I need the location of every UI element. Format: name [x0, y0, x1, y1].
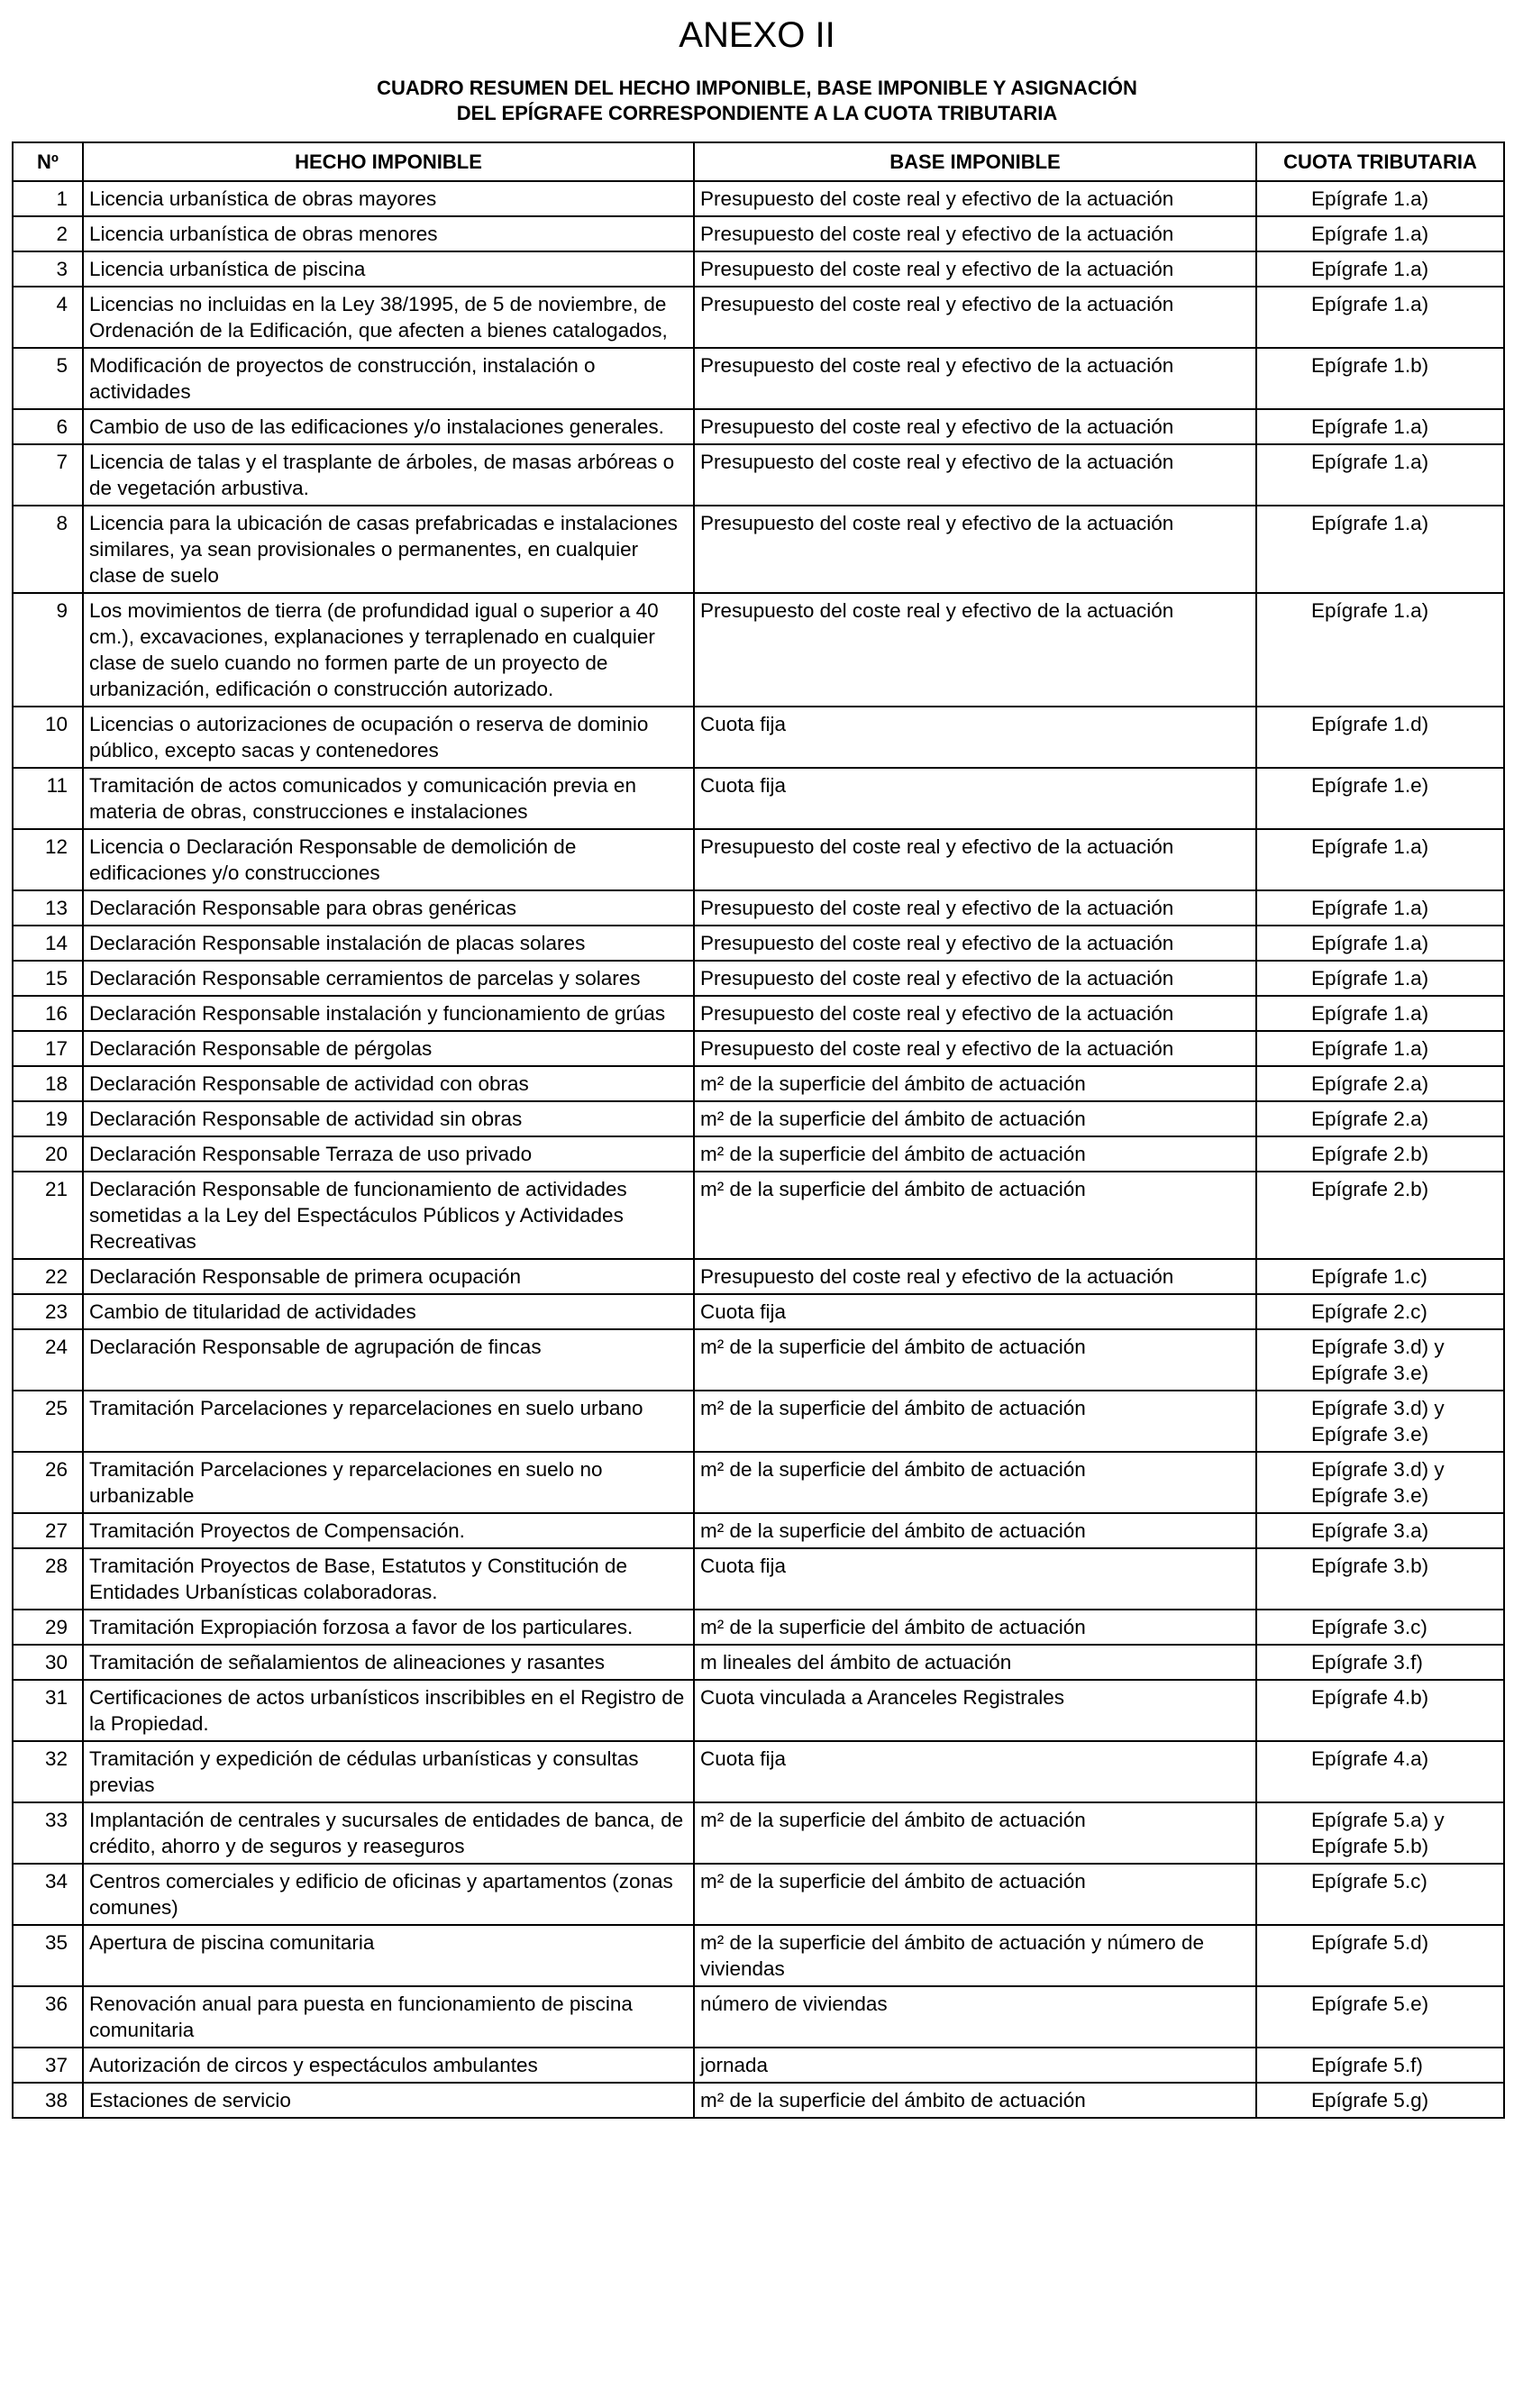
row-hecho-imponible: Declaración Responsable de primera ocupación	[83, 1259, 694, 1294]
row-base-imponible: m² de la superficie del ámbito de actuación	[694, 2083, 1256, 2118]
row-cuota-tributaria: Epígrafe 3.d) y Epígrafe 3.e)	[1256, 1391, 1504, 1452]
row-number: 30	[13, 1645, 83, 1680]
row-number: 26	[13, 1452, 83, 1513]
table-row	[13, 409, 1504, 444]
header-base-imponible: BASE IMPONIBLE	[694, 142, 1256, 181]
row-hecho-imponible: Tramitación Parcelaciones y reparcelaciones en suelo no urbanizable	[83, 1452, 694, 1513]
row-cuota-tributaria: Epígrafe 3.a)	[1256, 1513, 1504, 1548]
row-base-imponible: Presupuesto del coste real y efectivo de la actuación	[694, 348, 1256, 409]
row-number: 17	[13, 1031, 83, 1066]
row-cuota-tributaria: Epígrafe 5.a) y Epígrafe 5.b)	[1256, 1802, 1504, 1864]
row-base-imponible: m² de la superficie del ámbito de actuación	[694, 1101, 1256, 1136]
row-hecho-imponible: Licencia urbanística de obras mayores	[83, 181, 694, 216]
row-hecho-imponible: Declaración Responsable de actividad sin obras	[83, 1101, 694, 1136]
row-hecho-imponible: Declaración Responsable de agrupación de fincas	[83, 1329, 694, 1391]
table-row	[13, 1925, 1504, 1986]
table-row	[13, 707, 1504, 768]
header-cuota-tributaria: CUOTA TRIBUTARIA	[1256, 142, 1504, 181]
header-numero: Nº	[13, 142, 83, 181]
row-cuota-tributaria: Epígrafe 5.e)	[1256, 1986, 1504, 2048]
document-title: ANEXO II	[679, 15, 835, 55]
table-row	[13, 1259, 1504, 1294]
row-number: 29	[13, 1610, 83, 1645]
row-hecho-imponible: Autorización de circos y espectáculos ambulantes	[83, 2048, 694, 2083]
row-hecho-imponible: Licencia de talas y el trasplante de árboles, de masas arbóreas o de vegetación arbustiva.	[83, 444, 694, 506]
row-base-imponible: Presupuesto del coste real y efectivo de la actuación	[694, 890, 1256, 926]
row-cuota-tributaria: Epígrafe 5.g)	[1256, 2083, 1504, 2118]
row-cuota-tributaria: Epígrafe 1.e)	[1256, 768, 1504, 829]
row-cuota-tributaria: Epígrafe 3.d) y Epígrafe 3.e)	[1256, 1452, 1504, 1513]
row-base-imponible: Presupuesto del coste real y efectivo de la actuación	[694, 251, 1256, 287]
row-hecho-imponible: Los movimientos de tierra (de profundidad igual o superior a 40 cm.), excavaciones, explanaciones y terraplenado en cualquier clase de suelo cuando no formen parte de un proyecto de urbanización, edificación o construcción autorizado.	[83, 593, 694, 707]
table-row	[13, 1066, 1504, 1101]
row-hecho-imponible: Licencia urbanística de piscina	[83, 251, 694, 287]
row-number: 13	[13, 890, 83, 926]
row-base-imponible: m² de la superficie del ámbito de actuación	[694, 1172, 1256, 1259]
table-row	[13, 216, 1504, 251]
table-row	[13, 1031, 1504, 1066]
row-hecho-imponible: Tramitación y expedición de cédulas urbanísticas y consultas previas	[83, 1741, 694, 1802]
row-base-imponible: Cuota vinculada a Aranceles Registrales	[694, 1680, 1256, 1741]
row-hecho-imponible: Cambio de titularidad de actividades	[83, 1294, 694, 1329]
row-cuota-tributaria: Epígrafe 5.f)	[1256, 2048, 1504, 2083]
table-row	[13, 768, 1504, 829]
row-hecho-imponible: Declaración Responsable de actividad con obras	[83, 1066, 694, 1101]
row-base-imponible: m lineales del ámbito de actuación	[694, 1645, 1256, 1680]
row-cuota-tributaria: Epígrafe 5.d)	[1256, 1925, 1504, 1986]
row-base-imponible: m² de la superficie del ámbito de actuación y número de viviendas	[694, 1925, 1256, 1986]
table-row	[13, 996, 1504, 1031]
row-number: 2	[13, 216, 83, 251]
subtitle-line-1: CUADRO RESUMEN DEL HECHO IMPONIBLE, BASE IMPONIBLE Y ASIGNACIÓN	[377, 77, 1137, 99]
row-base-imponible: Presupuesto del coste real y efectivo de la actuación	[694, 444, 1256, 506]
row-number: 8	[13, 506, 83, 593]
table-body	[13, 181, 1504, 2118]
row-hecho-imponible: Declaración Responsable instalación de placas solares	[83, 926, 694, 961]
row-cuota-tributaria: Epígrafe 1.a)	[1256, 216, 1504, 251]
row-number: 3	[13, 251, 83, 287]
table-row	[13, 251, 1504, 287]
row-base-imponible: Presupuesto del coste real y efectivo de la actuación	[694, 1259, 1256, 1294]
row-base-imponible: m² de la superficie del ámbito de actuación	[694, 1329, 1256, 1391]
row-base-imponible: m² de la superficie del ámbito de actuación	[694, 1802, 1256, 1864]
row-number: 37	[13, 2048, 83, 2083]
row-hecho-imponible: Declaración Responsable para obras genéricas	[83, 890, 694, 926]
row-base-imponible: jornada	[694, 2048, 1256, 2083]
row-cuota-tributaria: Epígrafe 4.b)	[1256, 1680, 1504, 1741]
summary-table	[12, 141, 1505, 2119]
table-row	[13, 1741, 1504, 1802]
row-base-imponible: Cuota fija	[694, 1548, 1256, 1610]
row-base-imponible: Cuota fija	[694, 768, 1256, 829]
row-hecho-imponible: Implantación de centrales y sucursales de entidades de banca, de crédito, ahorro y de seguros y reaseguros	[83, 1802, 694, 1864]
row-base-imponible: m² de la superficie del ámbito de actuación	[694, 1136, 1256, 1172]
row-cuota-tributaria: Epígrafe 3.d) y Epígrafe 3.e)	[1256, 1329, 1504, 1391]
table-row	[13, 287, 1504, 348]
row-base-imponible: m² de la superficie del ámbito de actuación	[694, 1391, 1256, 1452]
row-cuota-tributaria: Epígrafe 5.c)	[1256, 1864, 1504, 1925]
table-row	[13, 348, 1504, 409]
row-cuota-tributaria: Epígrafe 2.c)	[1256, 1294, 1504, 1329]
row-cuota-tributaria: Epígrafe 4.a)	[1256, 1741, 1504, 1802]
header-hecho-imponible: HECHO IMPONIBLE	[83, 142, 694, 181]
table-row	[13, 2083, 1504, 2118]
row-base-imponible: m² de la superficie del ámbito de actuación	[694, 1864, 1256, 1925]
row-number: 31	[13, 1680, 83, 1741]
row-hecho-imponible: Tramitación Expropiación forzosa a favor de los particulares.	[83, 1610, 694, 1645]
row-base-imponible: Presupuesto del coste real y efectivo de la actuación	[694, 506, 1256, 593]
row-hecho-imponible: Declaración Responsable instalación y funcionamiento de grúas	[83, 996, 694, 1031]
table-row	[13, 1986, 1504, 2048]
row-base-imponible: Presupuesto del coste real y efectivo de la actuación	[694, 216, 1256, 251]
row-number: 19	[13, 1101, 83, 1136]
row-number: 4	[13, 287, 83, 348]
row-hecho-imponible: Declaración Responsable de funcionamiento de actividades sometidas a la Ley del Espectáculos Públicos y Actividades Recreativas	[83, 1172, 694, 1259]
row-hecho-imponible: Apertura de piscina comunitaria	[83, 1925, 694, 1986]
row-cuota-tributaria: Epígrafe 2.b)	[1256, 1136, 1504, 1172]
row-hecho-imponible: Estaciones de servicio	[83, 2083, 694, 2118]
row-hecho-imponible: Modificación de proyectos de construcción, instalación o actividades	[83, 348, 694, 409]
row-cuota-tributaria: Epígrafe 1.a)	[1256, 181, 1504, 216]
row-number: 18	[13, 1066, 83, 1101]
row-hecho-imponible: Certificaciones de actos urbanísticos inscribibles en el Registro de la Propiedad.	[83, 1680, 694, 1741]
row-cuota-tributaria: Epígrafe 1.a)	[1256, 926, 1504, 961]
row-base-imponible: Presupuesto del coste real y efectivo de la actuación	[694, 996, 1256, 1031]
table-row	[13, 926, 1504, 961]
row-hecho-imponible: Tramitación Proyectos de Compensación.	[83, 1513, 694, 1548]
row-number: 1	[13, 181, 83, 216]
table-row	[13, 181, 1504, 216]
table-row	[13, 1548, 1504, 1610]
row-number: 6	[13, 409, 83, 444]
row-cuota-tributaria: Epígrafe 2.a)	[1256, 1101, 1504, 1136]
row-hecho-imponible: Licencia para la ubicación de casas prefabricadas e instalaciones similares, ya sean provisionales o permanentes, en cualquier clase de suelo	[83, 506, 694, 593]
row-cuota-tributaria: Epígrafe 1.a)	[1256, 1031, 1504, 1066]
row-number: 10	[13, 707, 83, 768]
table-row	[13, 1680, 1504, 1741]
row-hecho-imponible: Licencia o Declaración Responsable de demolición de edificaciones y/o construcciones	[83, 829, 694, 890]
row-number: 36	[13, 1986, 83, 2048]
table-row	[13, 444, 1504, 506]
row-cuota-tributaria: Epígrafe 1.a)	[1256, 961, 1504, 996]
row-cuota-tributaria: Epígrafe 1.a)	[1256, 251, 1504, 287]
row-cuota-tributaria: Epígrafe 1.b)	[1256, 348, 1504, 409]
row-cuota-tributaria: Epígrafe 2.a)	[1256, 1066, 1504, 1101]
table-row	[13, 1329, 1504, 1391]
row-base-imponible: m² de la superficie del ámbito de actuación	[694, 1610, 1256, 1645]
row-cuota-tributaria: Epígrafe 3.c)	[1256, 1610, 1504, 1645]
row-base-imponible: Presupuesto del coste real y efectivo de la actuación	[694, 829, 1256, 890]
table-row	[13, 1391, 1504, 1452]
row-cuota-tributaria: Epígrafe 1.d)	[1256, 707, 1504, 768]
row-hecho-imponible: Declaración Responsable cerramientos de parcelas y solares	[83, 961, 694, 996]
row-base-imponible: número de viviendas	[694, 1986, 1256, 2048]
row-number: 21	[13, 1172, 83, 1259]
row-number: 32	[13, 1741, 83, 1802]
table-row	[13, 890, 1504, 926]
row-cuota-tributaria: Epígrafe 1.a)	[1256, 593, 1504, 707]
row-base-imponible: m² de la superficie del ámbito de actuación	[694, 1513, 1256, 1548]
table-row	[13, 2048, 1504, 2083]
row-hecho-imponible: Cambio de uso de las edificaciones y/o instalaciones generales.	[83, 409, 694, 444]
row-base-imponible: Presupuesto del coste real y efectivo de la actuación	[694, 926, 1256, 961]
row-number: 27	[13, 1513, 83, 1548]
row-base-imponible: Presupuesto del coste real y efectivo de la actuación	[694, 1031, 1256, 1066]
row-number: 25	[13, 1391, 83, 1452]
row-cuota-tributaria: Epígrafe 1.a)	[1256, 996, 1504, 1031]
row-number: 11	[13, 768, 83, 829]
table-row	[13, 1172, 1504, 1259]
row-number: 12	[13, 829, 83, 890]
row-cuota-tributaria: Epígrafe 1.a)	[1256, 409, 1504, 444]
row-cuota-tributaria: Epígrafe 3.f)	[1256, 1645, 1504, 1680]
row-cuota-tributaria: Epígrafe 1.c)	[1256, 1259, 1504, 1294]
row-base-imponible: m² de la superficie del ámbito de actuación	[694, 1066, 1256, 1101]
row-number: 35	[13, 1925, 83, 1986]
row-base-imponible: Presupuesto del coste real y efectivo de la actuación	[694, 961, 1256, 996]
table-row	[13, 1452, 1504, 1513]
table-row	[13, 1513, 1504, 1548]
table-row	[13, 961, 1504, 996]
row-number: 14	[13, 926, 83, 961]
row-cuota-tributaria: Epígrafe 1.a)	[1256, 287, 1504, 348]
row-number: 7	[13, 444, 83, 506]
document-subtitle	[0, 76, 1514, 126]
row-base-imponible: Cuota fija	[694, 707, 1256, 768]
row-number: 15	[13, 961, 83, 996]
table-row	[13, 506, 1504, 593]
row-number: 28	[13, 1548, 83, 1610]
row-number: 22	[13, 1259, 83, 1294]
row-base-imponible: Presupuesto del coste real y efectivo de la actuación	[694, 593, 1256, 707]
row-base-imponible: Presupuesto del coste real y efectivo de la actuación	[694, 409, 1256, 444]
row-hecho-imponible: Tramitación Proyectos de Base, Estatutos y Constitución de Entidades Urbanísticas colaboradoras.	[83, 1548, 694, 1610]
table-row	[13, 593, 1504, 707]
table-row	[13, 1802, 1504, 1864]
row-cuota-tributaria: Epígrafe 3.b)	[1256, 1548, 1504, 1610]
table-row	[13, 1136, 1504, 1172]
table-row	[13, 1645, 1504, 1680]
row-cuota-tributaria: Epígrafe 1.a)	[1256, 890, 1504, 926]
table-row	[13, 829, 1504, 890]
row-number: 24	[13, 1329, 83, 1391]
row-number: 38	[13, 2083, 83, 2118]
row-number: 9	[13, 593, 83, 707]
row-base-imponible: Cuota fija	[694, 1294, 1256, 1329]
row-base-imponible: Presupuesto del coste real y efectivo de la actuación	[694, 287, 1256, 348]
subtitle-line-2: DEL EPÍGRAFE CORRESPONDIENTE A LA CUOTA TRIBUTARIA	[456, 102, 1058, 124]
row-hecho-imponible: Licencias no incluidas en la Ley 38/1995, de 5 de noviembre, de Ordenación de la Edificación, que afecten a bienes catalogados,	[83, 287, 694, 348]
row-hecho-imponible: Declaración Responsable Terraza de uso privado	[83, 1136, 694, 1172]
row-cuota-tributaria: Epígrafe 1.a)	[1256, 444, 1504, 506]
row-hecho-imponible: Tramitación de señalamientos de alineaciones y rasantes	[83, 1645, 694, 1680]
row-number: 23	[13, 1294, 83, 1329]
row-number: 16	[13, 996, 83, 1031]
row-cuota-tributaria: Epígrafe 1.a)	[1256, 829, 1504, 890]
row-base-imponible: Cuota fija	[694, 1741, 1256, 1802]
row-hecho-imponible: Tramitación Parcelaciones y reparcelaciones en suelo urbano	[83, 1391, 694, 1452]
row-hecho-imponible: Licencia urbanística de obras menores	[83, 216, 694, 251]
row-base-imponible: m² de la superficie del ámbito de actuación	[694, 1452, 1256, 1513]
row-hecho-imponible: Declaración Responsable de pérgolas	[83, 1031, 694, 1066]
row-hecho-imponible: Centros comerciales y edificio de oficinas y apartamentos (zonas comunes)	[83, 1864, 694, 1925]
row-cuota-tributaria: Epígrafe 1.a)	[1256, 506, 1504, 593]
row-base-imponible: Presupuesto del coste real y efectivo de la actuación	[694, 181, 1256, 216]
row-hecho-imponible: Renovación anual para puesta en funcionamiento de piscina comunitaria	[83, 1986, 694, 2048]
table-row	[13, 1101, 1504, 1136]
row-number: 5	[13, 348, 83, 409]
row-number: 34	[13, 1864, 83, 1925]
table-header-row	[13, 142, 1504, 181]
row-number: 20	[13, 1136, 83, 1172]
table-row	[13, 1864, 1504, 1925]
row-hecho-imponible: Tramitación de actos comunicados y comunicación previa en materia de obras, construcciones e instalaciones	[83, 768, 694, 829]
table-row	[13, 1610, 1504, 1645]
row-number: 33	[13, 1802, 83, 1864]
row-hecho-imponible: Licencias o autorizaciones de ocupación o reserva de dominio público, excepto sacas y contenedores	[83, 707, 694, 768]
row-cuota-tributaria: Epígrafe 2.b)	[1256, 1172, 1504, 1259]
table-row	[13, 1294, 1504, 1329]
